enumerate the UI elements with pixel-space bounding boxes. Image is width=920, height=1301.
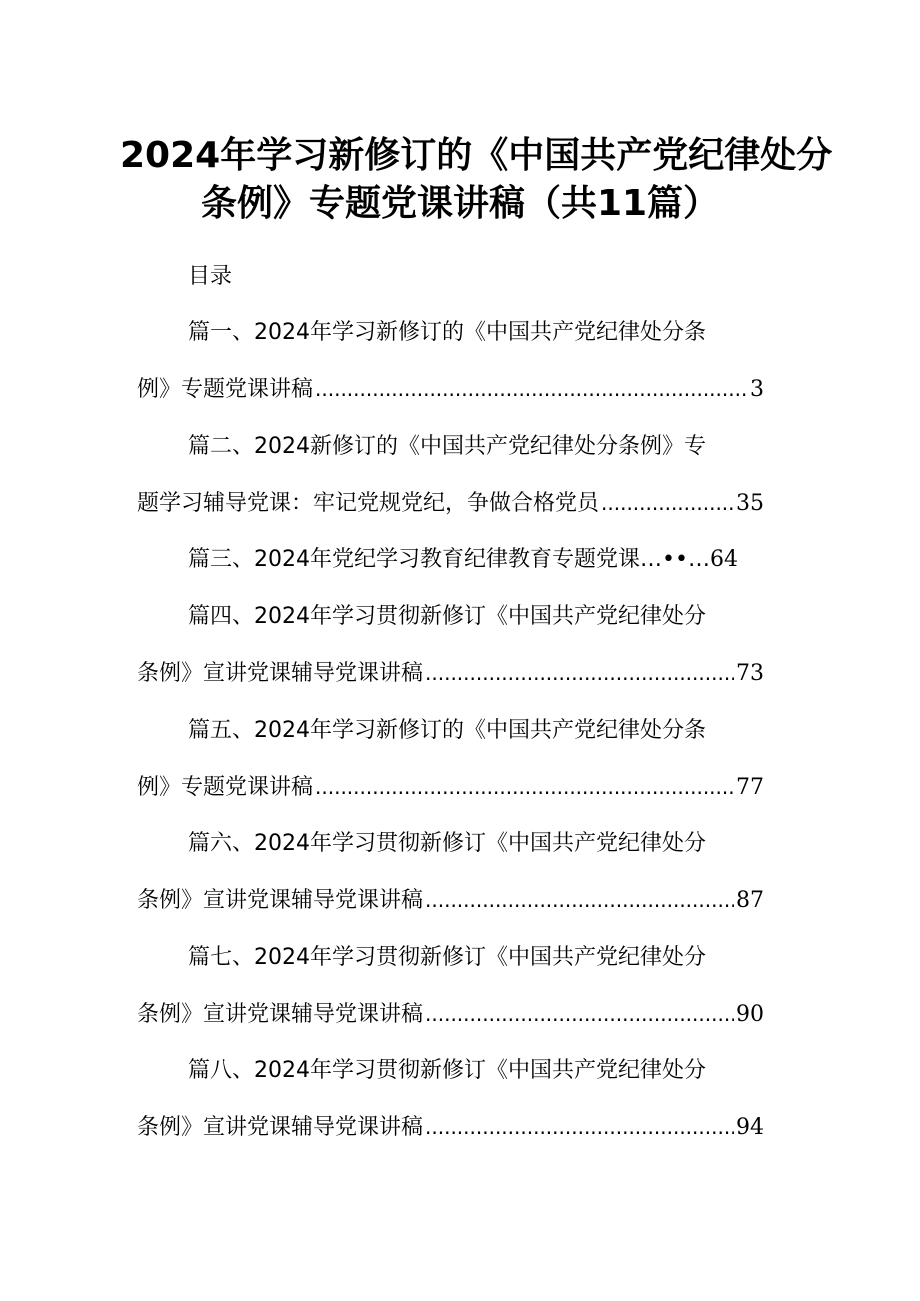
toc-entry-3-page: 64 — [709, 547, 738, 572]
toc-entry-8-text: 条例》宣讲党课辅导党课讲稿 — [137, 1115, 424, 1140]
toc-entry-1-page: 3 — [750, 377, 764, 402]
toc-entry-8-page: 94 — [736, 1115, 764, 1140]
toc-entry-5-page: 77 — [736, 775, 764, 800]
toc-entry-7-text: 条例》宣讲党课辅导党课讲稿 — [137, 1002, 424, 1027]
toc-entry-3-text: 篇三、2024年党纪学习教育纪律教育专题党课…••… — [188, 547, 710, 572]
toc-entry-6-line-1: 篇六、2024年学习贯彻新修订《中国共产党纪律处分 — [188, 831, 706, 856]
toc-entry-2-leader — [601, 493, 734, 513]
document-title-line-2: 条例》专题党课讲稿（共11篇） — [200, 183, 720, 224]
toc-entry-3-line-1 — [188, 549, 738, 571]
toc-entry-7-page: 90 — [736, 1002, 764, 1027]
toc-entry-1-line-1: 篇一、2024年学习新修订的《中国共产党纪律处分条 — [188, 320, 706, 345]
toc-entry-4-leader — [425, 663, 734, 683]
toc-entry-1-text: 例》专题党课讲稿 — [137, 377, 314, 402]
toc-heading: 目录 — [188, 264, 233, 289]
toc-entry-1-leader — [315, 379, 748, 399]
toc-entry-5-leader — [315, 777, 734, 797]
toc-entry-6-page: 87 — [736, 888, 764, 913]
toc-entry-4-text: 条例》宣讲党课辅导党课讲稿 — [137, 661, 424, 686]
toc-entry-5-line-2 — [137, 777, 764, 799]
toc-entry-2-line-1: 篇二、2024新修订的《中国共产党纪律处分条例》专 — [188, 434, 706, 459]
toc-entry-6-leader — [425, 890, 734, 910]
toc-entry-2-text: 题学习辅导党课：牢记党规党纪，争做合格党员 — [137, 491, 600, 516]
toc-entry-8-line-2 — [137, 1117, 764, 1139]
toc-entry-5-line-1: 篇五、2024年学习新修订的《中国共产党纪律处分条 — [188, 718, 706, 743]
toc-entry-4-line-1: 篇四、2024年学习贯彻新修订《中国共产党纪律处分 — [188, 604, 706, 629]
document-title-line-1: 2024年学习新修订的《中国共产党纪律处分 — [120, 135, 833, 176]
toc-entry-6-text: 条例》宣讲党课辅导党课讲稿 — [137, 888, 424, 913]
toc-entry-7-line-1: 篇七、2024年学习贯彻新修订《中国共产党纪律处分 — [188, 945, 706, 970]
toc-entry-1-line-2 — [137, 379, 764, 401]
toc-entry-2-line-2 — [137, 493, 764, 515]
toc-entry-4-line-2 — [137, 663, 764, 685]
toc-entry-7-line-2 — [137, 1004, 764, 1026]
toc-entry-5-text: 例》专题党课讲稿 — [137, 775, 314, 800]
toc-entry-6-line-2 — [137, 890, 764, 912]
toc-entry-7-leader — [425, 1004, 734, 1024]
toc-entry-2-page: 35 — [736, 491, 764, 516]
toc-entry-8-leader — [425, 1117, 734, 1137]
toc-entry-8-line-1: 篇八、2024年学习贯彻新修订《中国共产党纪律处分 — [188, 1058, 706, 1083]
toc-entry-4-page: 73 — [736, 661, 764, 686]
